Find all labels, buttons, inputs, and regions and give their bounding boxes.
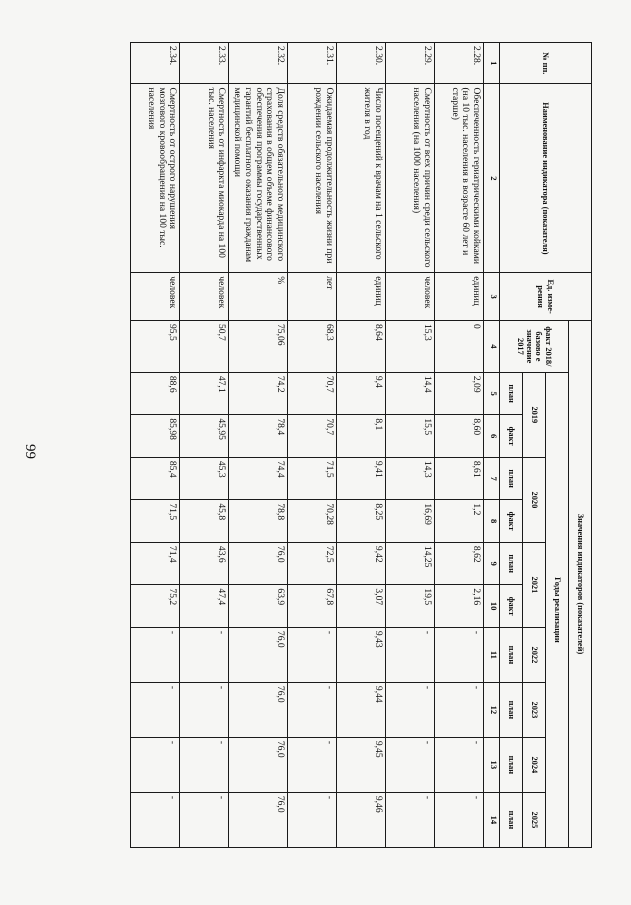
header-year-2025: 2025 (523, 792, 546, 847)
value-cell-v2024: - (131, 737, 180, 792)
value-cell-v2021f: 19,5 (386, 585, 435, 628)
base-value-cell: 15,3 (386, 320, 435, 372)
header-plan: план (500, 542, 523, 585)
header-fact: факт (500, 415, 523, 458)
unit-cell: человек (386, 273, 435, 321)
base-value-cell: 95,5 (131, 320, 180, 372)
value-cell-v2019p: 74,2 (229, 372, 288, 415)
indicator-name: Смертность от всех причин среди сельского населения (на 1000 населения) (386, 84, 435, 273)
table-row (337, 43, 386, 848)
value-cell-v2021f: 3,07 (337, 585, 386, 628)
header-name: Наименование индикатора (показателя) (500, 84, 592, 273)
value-cell-v2022: - (180, 627, 229, 682)
header-plan: план (500, 737, 523, 792)
column-number: 12 (484, 682, 500, 737)
row-number: 2.28. (435, 43, 484, 84)
value-cell-v2019f: 15,5 (386, 415, 435, 458)
header-fact: факт (500, 500, 523, 543)
base-value-cell: 8,64 (337, 320, 386, 372)
header-year-2024: 2024 (523, 737, 546, 792)
unit-cell: единиц (435, 273, 484, 321)
value-cell-v2019p: 88,6 (131, 372, 180, 415)
table-body (131, 43, 484, 848)
column-number: 7 (484, 457, 500, 500)
value-cell-v2025: 9,46 (337, 792, 386, 847)
value-cell-v2019f: 45,95 (180, 415, 229, 458)
column-number: 1 (484, 43, 500, 84)
value-cell-v2020p: 14,3 (386, 457, 435, 500)
value-cell-v2022: - (435, 627, 484, 682)
column-number: 2 (484, 84, 500, 273)
value-cell-v2020p: 45,3 (180, 457, 229, 500)
row-number: 2.32. (229, 43, 288, 84)
unit-cell: человек (131, 273, 180, 321)
table-row (386, 43, 435, 848)
value-cell-v2025: - (288, 792, 337, 847)
value-cell-v2020p: 71,5 (288, 457, 337, 500)
page-number: 99 (22, 444, 38, 459)
table-row (435, 43, 484, 848)
value-cell-v2022: - (131, 627, 180, 682)
value-cell-v2024: 9,45 (337, 737, 386, 792)
value-cell-v2021f: 63,9 (229, 585, 288, 628)
value-cell-v2023: - (180, 682, 229, 737)
value-cell-v2024: - (288, 737, 337, 792)
value-cell-v2020f: 8,25 (337, 500, 386, 543)
value-cell-v2019f: 8,60 (435, 415, 484, 458)
value-cell-v2019p: 47,1 (180, 372, 229, 415)
header-base: факт 2018/базово е значение 2017 (500, 320, 569, 372)
value-cell-v2020f: 16,69 (386, 500, 435, 543)
value-cell-v2020f: 70,28 (288, 500, 337, 543)
value-cell-v2025: - (131, 792, 180, 847)
header-year-2023: 2023 (523, 682, 546, 737)
value-cell-v2025: - (386, 792, 435, 847)
value-cell-v2021f: 75,2 (131, 585, 180, 628)
value-cell-v2023: - (435, 682, 484, 737)
unit-cell: человек (180, 273, 229, 321)
value-cell-v2023: - (386, 682, 435, 737)
column-number: 9 (484, 542, 500, 585)
header-plan: план (500, 792, 523, 847)
value-cell-v2023: - (131, 682, 180, 737)
header-years-title: Годы реализации (546, 372, 569, 847)
header-unit: Ед. изме-рения (500, 273, 592, 321)
value-cell-v2020p: 9,41 (337, 457, 386, 500)
base-value-cell: 0 (435, 320, 484, 372)
unit-cell: % (229, 273, 288, 321)
value-cell-v2021p: 14,25 (386, 542, 435, 585)
indicator-name: Смертность от острого нарушения мозгового кровообращения на 100 тыс. населения (131, 84, 180, 273)
header-plan: план (500, 457, 523, 500)
indicators-table (130, 42, 592, 848)
row-number: 2.29. (386, 43, 435, 84)
value-cell-v2021f: 67,8 (288, 585, 337, 628)
value-cell-v2022: - (288, 627, 337, 682)
value-cell-v2020f: 78,8 (229, 500, 288, 543)
header-year-2020: 2020 (523, 457, 546, 542)
column-number: 14 (484, 792, 500, 847)
header-year-2021: 2021 (523, 542, 546, 627)
value-cell-v2024: - (180, 737, 229, 792)
column-number: 4 (484, 320, 500, 372)
base-value-cell: 75,06 (229, 320, 288, 372)
value-cell-v2021p: 71,4 (131, 542, 180, 585)
value-cell-v2024: - (386, 737, 435, 792)
column-number: 11 (484, 627, 500, 682)
value-cell-v2020p: 74,4 (229, 457, 288, 500)
row-number: 2.33. (180, 43, 229, 84)
header-plan: план (500, 627, 523, 682)
header-plan: план (500, 372, 523, 415)
value-cell-v2022: 9,43 (337, 627, 386, 682)
value-cell-v2019f: 70,7 (288, 415, 337, 458)
value-cell-v2022: 76,0 (229, 627, 288, 682)
value-cell-v2025: - (180, 792, 229, 847)
value-cell-v2025: 76,0 (229, 792, 288, 847)
value-cell-v2021p: 76,0 (229, 542, 288, 585)
indicator-name: Смертность от инфаркта миокарда на 100 тыс. населения (180, 84, 229, 273)
value-cell-v2025: - (435, 792, 484, 847)
value-cell-v2019p: 2,09 (435, 372, 484, 415)
value-cell-v2020p: 8,61 (435, 457, 484, 500)
header-year-2019: 2019 (523, 372, 546, 457)
rotated-table-container (145, 42, 592, 848)
table-row (180, 43, 229, 848)
value-cell-v2019p: 9,4 (337, 372, 386, 415)
value-cell-v2024: - (435, 737, 484, 792)
value-cell-v2021f: 2,16 (435, 585, 484, 628)
column-number: 6 (484, 415, 500, 458)
column-number: 5 (484, 372, 500, 415)
value-cell-v2019f: 85,98 (131, 415, 180, 458)
indicator-name: Число посещений к врачам на 1 сельского жителя в год (337, 84, 386, 273)
value-cell-v2022: - (386, 627, 435, 682)
table-row (229, 43, 288, 848)
header-plan: план (500, 682, 523, 737)
value-cell-v2023: 9,44 (337, 682, 386, 737)
header-year-2022: 2022 (523, 627, 546, 682)
indicator-name: Доля средств обязательного медицинского страхования в общем объеме финансового обеспечения программы государственных гарантий бесплатного оказания гражданам медицинской помощи (229, 84, 288, 273)
indicator-name: Обеспеченность гериатрическими койками (на 10 тыс. населения в возрасте 60 лет и старше) (435, 84, 484, 273)
row-number: 2.31. (288, 43, 337, 84)
value-cell-v2021p: 72,5 (288, 542, 337, 585)
base-value-cell: 68,3 (288, 320, 337, 372)
base-value-cell: 50,7 (180, 320, 229, 372)
value-cell-v2023: 76,0 (229, 682, 288, 737)
unit-cell: единиц (337, 273, 386, 321)
header-indicator-values: Значения индикаторов (показателей) (569, 320, 592, 847)
value-cell-v2019f: 78,4 (229, 415, 288, 458)
value-cell-v2021p: 9,42 (337, 542, 386, 585)
value-cell-v2021p: 43,6 (180, 542, 229, 585)
row-number: 2.30. (337, 43, 386, 84)
column-number: 8 (484, 500, 500, 543)
unit-cell: лет (288, 273, 337, 321)
column-number: 10 (484, 585, 500, 628)
column-numbers-row (484, 43, 500, 848)
header-fact: факт (500, 585, 523, 628)
value-cell-v2024: 76,0 (229, 737, 288, 792)
value-cell-v2019p: 14,4 (386, 372, 435, 415)
value-cell-v2023: - (288, 682, 337, 737)
value-cell-v2020f: 71,5 (131, 500, 180, 543)
value-cell-v2020f: 45,8 (180, 500, 229, 543)
column-number: 3 (484, 273, 500, 321)
indicator-name: Ожидаемая продолжительность жизни при рождении сельского населения (288, 84, 337, 273)
table-row (131, 43, 180, 848)
column-number: 13 (484, 737, 500, 792)
value-cell-v2021f: 47,4 (180, 585, 229, 628)
row-number: 2.34. (131, 43, 180, 84)
table-row (288, 43, 337, 848)
value-cell-v2020p: 85,4 (131, 457, 180, 500)
value-cell-v2020f: 1,2 (435, 500, 484, 543)
header-num: № пп. (500, 43, 592, 84)
value-cell-v2019f: 8,1 (337, 415, 386, 458)
value-cell-v2021p: 8,62 (435, 542, 484, 585)
value-cell-v2019p: 70,7 (288, 372, 337, 415)
